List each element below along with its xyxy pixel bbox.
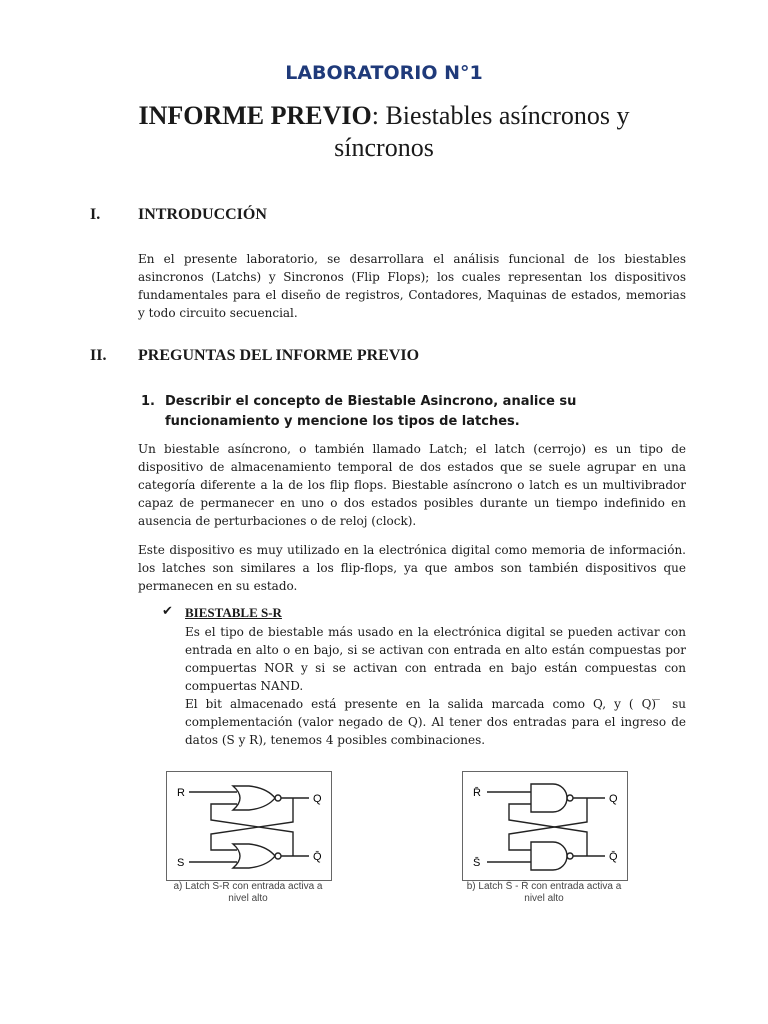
figure-caption-b [462, 881, 626, 905]
answer-paragraph-2: Este dispositivo es muy utilizado en la electrónica digital como memoria de información. los latches son similares a los flip-flops, ya que ambos son también dispositivos que permanecen en su estado. [138, 543, 686, 593]
section-title: INTRODUCCIÓN [138, 206, 267, 223]
caption-pre: b) Latch [466, 881, 506, 892]
inversion-bubble [275, 853, 281, 859]
nand-gate-bottom [531, 842, 567, 870]
main-title [100, 100, 668, 164]
feedback-wire [211, 798, 293, 850]
subsection-title: BIESTABLE S-R [185, 605, 282, 620]
subsection-paragraph-1: Es el tipo de biestable más usado en la electrónica digital se pueden activar con entrada en alto o en bajo, si se activan con entrada en alto están compuestas por compuertas NOR y si se activan con entrada en bajo están compuestas con compuertas NAND. [185, 625, 686, 693]
nand-latch-diagram [463, 772, 627, 880]
section-heading-preguntas [90, 347, 419, 365]
question-number: 1. [141, 394, 155, 409]
lab-title: LABORATORIO N°1 [285, 62, 483, 84]
nand-gate-top [531, 784, 567, 812]
figure-nand-latch [462, 771, 628, 881]
figure-nor-latch [166, 771, 332, 881]
output-q-label: Q [313, 793, 322, 805]
subsection-paragraph-2: El bit almacenado está presente en la salida marcada como Q, y ( Q) ̅ su complementación (valor negado de Q). Al tener dos entradas para el ingreso de datos (S y R), tenemos 4 posibles combinaciones. [185, 697, 686, 747]
checkmark-icon: ✔ [162, 604, 173, 619]
nor-gate-bottom [233, 844, 275, 868]
output-qbar-label: Q̄ [609, 851, 618, 863]
feedback-wire [211, 804, 293, 856]
main-title-rest: : Biestables asíncronos y síncronos [334, 101, 630, 162]
figure-caption-a: a) Latch S-R con entrada activa a nivel alto [173, 881, 323, 904]
inversion-bubble [567, 853, 573, 859]
inversion-bubble [567, 795, 573, 801]
answer-paragraph-1: Un biestable asíncrono, o también llamado Latch; el latch (cerrojo) es un tipo de dispositivo de almacenamiento temporal de dos estados que se suele agrupar en una categoría diferente a la de los flip flops. Biestable asíncrono o latch es un multivibrador capaz de permanecer en uno o dos estados posibles durante un tiempo indefinido en ausencia de perturbaciones o de reloj (clock). [138, 442, 686, 528]
output-q-label: Q [609, 793, 618, 805]
section-title: PREGUNTAS DEL INFORME PREVIO [138, 347, 420, 364]
question-text: Describir el concepto de Biestable Asincrono, analice su funcionamiento y mencione los tipos de latches. [165, 394, 577, 429]
section-number: II. [90, 347, 107, 364]
output-qbar-label: Q̄ [313, 851, 322, 863]
input-sbar-label: S̄ [473, 857, 481, 869]
input-rbar-label: R̄ [473, 787, 481, 799]
inversion-bubble [275, 795, 281, 801]
question-1 [141, 392, 690, 432]
input-s-label: S [177, 857, 185, 869]
caption-post: con entrada activa a nivel alto [524, 881, 622, 904]
input-r-label: R [177, 787, 185, 799]
section-heading-introduccion [90, 206, 267, 224]
nor-latch-diagram [167, 772, 331, 880]
section-number: I. [90, 206, 101, 223]
nor-gate-top [233, 786, 275, 810]
main-title-bold: INFORME PREVIO [138, 101, 372, 130]
intro-paragraph: En el presente laboratorio, se desarrollara el análisis funcional de los biestables asincronos (Latchs) y Sincronos (Flip Flops); los cuales representan los dispositivos fundamentales para el diseño de registros, Contadores, Maquinas de estados, memorias y todo circuito secuencial. [138, 252, 686, 320]
caption-sr: S̄ - R̄ [505, 881, 529, 892]
